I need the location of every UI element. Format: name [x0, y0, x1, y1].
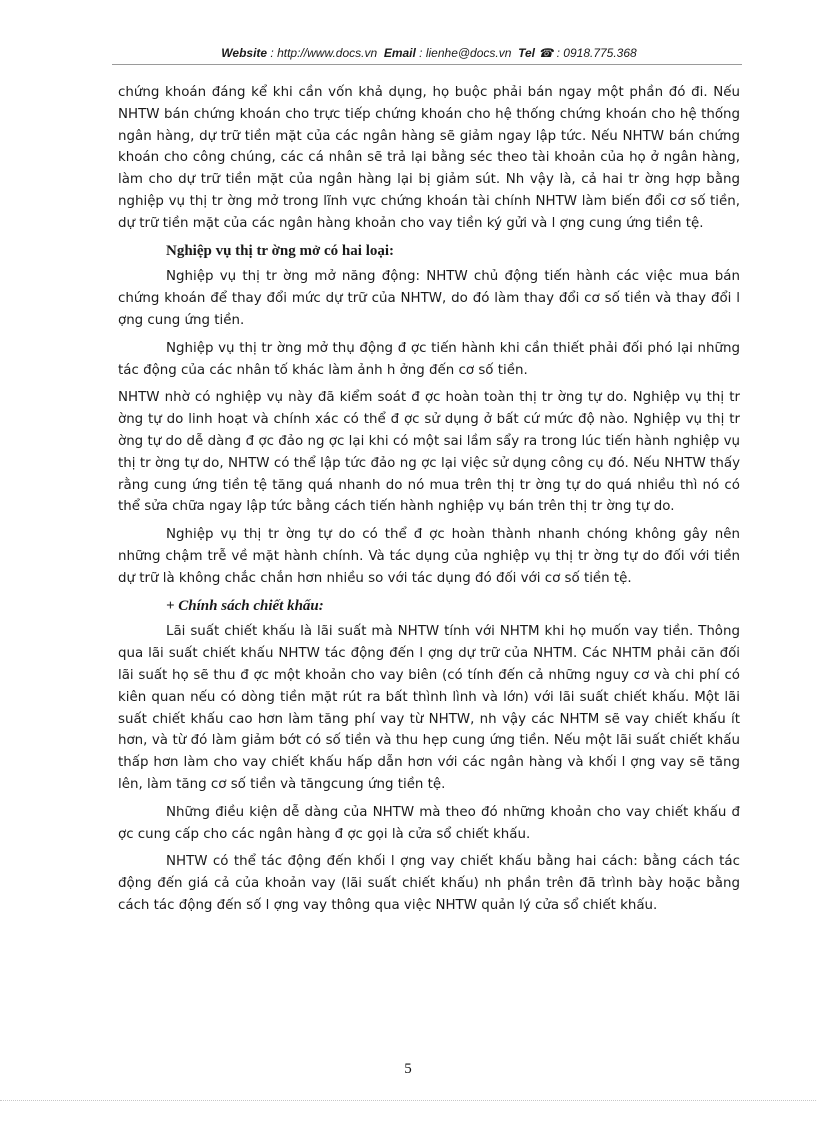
tel-value: : 0918.775.368	[556, 46, 637, 60]
paragraph: Lãi suất chiết khấu là lãi suất mà NHTW tính với NHTM khi họ muốn vay tiền. Thông qua lãi suất chiết khấu NHTW tác động đến l ợng dự trữ của NHTM. Các NHTM phải căn đối lãi suất họ sẽ thu đ ợc một khoản cho vay biên (có tính đến cả những nguy cơ và chi phí có kiên quan nếu có dòng tiền mặt rút ra bất thình lình và lớn) với lãi suất chiết khấu. Một lãi suất chiết khấu cao hơn làm tăng phí vay từ NHTW, nh vậy các NHTM sẽ vay chiết khấu ít hơn, và từ đó làm giảm bớt có số tiền và thu hẹp cung ứng tiền. Nếu một lãi suất chiết khấu thấp hơn làm cho vay chiết khấu hấp dẫn hơn với các ngân hàng và khối l ợng vay sẽ tăng lên, làm tăng cơ số tiền và tăngcung ứng tiền tệ.	[118, 624, 740, 792]
section-heading: Nghiệp vụ thị tr ờng mở có hai loại:	[166, 242, 395, 259]
email-label: Email	[383, 46, 416, 60]
paragraph: NHTW có thể tác động đến khối l ợng vay chiết khấu bằng hai cách: bằng cách tác động đến giá cả của khoản vay (lãi suất chiết khấu) nh phần trên đã trình bày hoặc bằng cách tác động đến số l ợng vay thông qua việc NHTW quản lý cửa sổ chiết khấu.	[118, 854, 740, 913]
page-number: 5	[404, 1061, 412, 1077]
email-value: : lienhe@docs.vn	[419, 46, 512, 60]
paragraph: Những điều kiện dễ dàng của NHTW mà theo đó những khoản cho vay chiết khấu đ ợc cung cấp cho các ngân hàng đ ợc gọi là cửa sổ chiết khấu.	[118, 804, 740, 842]
website-value: : http://www.docs.vn	[270, 46, 378, 60]
paragraph: NHTW nhờ có nghiệp vụ này đã kiểm soát đ ợc hoàn toàn thị tr ờng tự do. Nghiệp vụ thị tr ờng tự do linh hoạt và chính xác có thể đ ợc sử dụng ở bất cứ mức độ nào. Nghiệp vụ thị tr ờng tự do dễ dàng đ ợc đảo ng ợc lại khi có một sai lầm sẩy ra trong lúc tiến hành nghiệp vụ thị tr ờng tự do, NHTW có thể lập tức đảo ng ợc lại việc sử dụng công cụ đó. Nếu NHTW thấy rằng cung ứng tiền tệ tăng quá nhanh do nó mua trên thị tr ờng tự do quá nhiều thì nó có thể sửa chữa ngay lập tức bằng cách tiến hành nghiệp vụ bán trên thị tr ờng tự do.	[118, 390, 740, 515]
tel-label: Tel	[518, 46, 535, 60]
phone-icon: ☎	[538, 46, 554, 60]
website-label: Website	[221, 46, 268, 60]
header-divider	[112, 64, 742, 65]
footer-divider	[0, 1100, 816, 1101]
paragraph: chứng khoán đáng kể khi cần vốn khả dụng, họ buộc phải bán ngay một phần đó đi. Nếu NHTW bán chứng khoán cho trực tiếp chứng khoán cho hệ thống chứng khoán cho hệ thống ngân hàng, dự trữ tiền mặt của các ngân hàng sẽ giảm ngay lập tức. Nếu NHTW bán chứng khoán cho công chúng, các cá nhân sẽ trả lại bằng séc theo tài khoản của họ ở ngân hàng, làm cho dự trữ tiền mặt của ngân hàng lại bị giảm sút. Nh vậy là, cả hai tr ờng hợp bằng nghiệp vụ thị tr ờng mở trong lĩnh vực chứng khoán tài chính NHTW làm biến đổi cơ số tiền, dự trữ tiền mặt của các ngân hàng khoản cho vay tiền ký gửi và l ợng cung ứng tiền tệ.	[118, 85, 740, 231]
page-header	[118, 46, 740, 60]
body-text	[118, 82, 740, 923]
section-heading: + Chính sách chiết khấu:	[166, 597, 324, 614]
paragraph: Nghiệp vụ thị tr ờng tự do có thể đ ợc hoàn thành nhanh chóng không gây nên những chậm trễ về mặt hành chính. Và tác dụng của nghiệp vụ thị tr ờng tự do đối với tiền dự trữ là không chắc chắn hơn nhiều so với tác dụng đó đối với cơ số tiền tệ.	[118, 527, 740, 586]
paragraph: Nghiệp vụ thị tr ờng mở thụ động đ ợc tiến hành khi cần thiết phải đối phó lại những tác động của các nhân tố khác làm ảnh h ởng đến cơ số tiền.	[118, 340, 740, 378]
paragraph: Nghiệp vụ thị tr ờng mở năng động: NHTW chủ động tiến hành các việc mua bán chứng khoán để thay đổi mức dự trữ của NHTW, do đó làm thay đổi cơ số tiền và thay đổi l ợng cung ứng tiền.	[118, 269, 740, 328]
